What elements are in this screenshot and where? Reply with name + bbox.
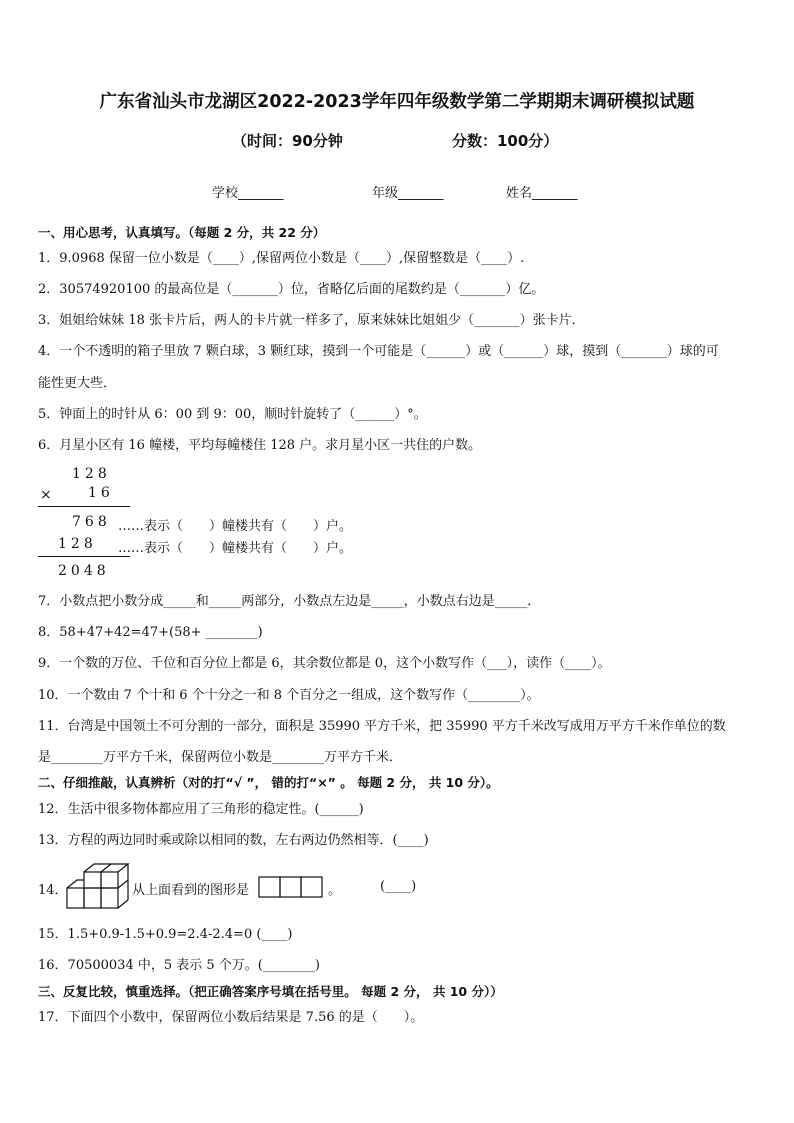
question-11-line-1: 11．台湾是中国领土不可分割的一部分，面积是 35990 平方千米，把 35990 平方千米改写成用万平方千米作单位的数 xyxy=(38,719,726,734)
calc-product: 2048 xyxy=(58,563,110,579)
question-16: 16．70500034 中，5 表示 5 个万。(________) xyxy=(38,958,320,973)
page-title: 广东省汕头市龙湖区2022-2023学年四年级数学第二学期期末调研模拟试题 xyxy=(99,92,695,112)
calc-partial-1: 768 xyxy=(72,514,111,530)
question-13: 13．方程的两边同时乘或除以相同的数，左右两边仍然相等．(____) xyxy=(38,833,429,848)
section-1-heading: 一、用心思考，认真填写。（每题 2 分，共 22 分） xyxy=(38,225,326,240)
question-3: 3．姐姐给妹妹 18 张卡片后，两人的卡片就一样多了，原来妹妹比姐姐少（_______）张卡片． xyxy=(38,313,585,328)
question-14-number: 14． xyxy=(38,883,68,898)
question-11-line-2: 是________万平方千米，保留两位小数是________万平方千米． xyxy=(38,750,403,765)
calc-rule-1 xyxy=(38,506,130,507)
calc-note-2: ……表示（ ）幢楼共有（ ）户。 xyxy=(118,541,353,556)
question-10: 10．一个数由 7 个十和 6 个十分之一和 8 个百分之一组成，这个数写作（________）。 xyxy=(38,688,540,703)
school-field[interactable]: 学校_______ xyxy=(212,186,284,201)
calc-partial-2: 128 xyxy=(58,536,97,552)
question-14-text: 从上面看到的图形是 xyxy=(132,883,250,898)
calc-multiplicand: 128 xyxy=(72,466,111,482)
question-8: 8．58+47+42=47+(58+ ________) xyxy=(38,625,263,640)
time-label: （时间：90分钟 xyxy=(232,132,343,150)
grade-field[interactable]: 年级_______ xyxy=(372,186,444,201)
section-2-heading: 二、仔细推敲，认真辨析（对的打“√ ”， 错的打“×” 。 每题 2 分， 共 10 分）。 xyxy=(38,775,499,790)
question-9: 9．一个数的万位、千位和百分位上都是 6，其余数位都是 0，这个小数写作（___），读作（____）。 xyxy=(38,656,611,671)
calc-multiplier: 16 xyxy=(88,485,114,501)
calc-note-1: ……表示（ ）幢楼共有（ ）户。 xyxy=(118,519,353,534)
question-12: 12．生活中很多物体都应用了三角形的稳定性。(______) xyxy=(38,802,364,817)
top-view-figure xyxy=(258,876,324,898)
question-15: 15．1.5+0.9-1.5+0.9=2.4-2.4=0 (____) xyxy=(38,927,293,942)
question-1: 1．9.0968 保留一位小数是（____）,保留两位小数是（____）,保留整数是（____）. xyxy=(38,251,525,266)
question-6: 6．月星小区有 16 幢楼，平均每幢楼住 128 户。求月星小区一共住的户数。 xyxy=(38,438,482,453)
question-2: 2．30574920100 的最高位是（_______）位，省略亿后面的尾数约是（_______）亿。 xyxy=(38,282,545,297)
calc-rule-2 xyxy=(38,556,130,557)
question-4-line-2: 能性更大些． xyxy=(38,376,117,391)
question-14-end: 。 xyxy=(328,883,342,898)
cubes-figure xyxy=(66,860,132,912)
question-17: 17．下面四个小数中，保留两位小数后结果是 7.56 的是（ ）。 xyxy=(38,1010,424,1025)
question-4-line-1: 4．一个不透明的箱子里放 7 颗白球，3 颗红球，摸到一个可能是（______）或（______）球，摸到（_______）球的可 xyxy=(38,344,719,359)
question-7: 7．小数点把小数分成_____和_____两部分，小数点左边是_____，小数点右边是_____． xyxy=(38,594,541,609)
question-5: 5．钟面上的时针从 6：00 到 9：00，顺时针旋转了（______）°。 xyxy=(38,407,427,422)
times-sign: × xyxy=(40,487,56,503)
section-3-heading: 三、反复比较，慎重选择。（把正确答案序号填在括号里。 每题 2 分， 共 10 分）） xyxy=(38,984,503,999)
score-label: 分数：100分） xyxy=(452,132,559,150)
question-14-blank: (____) xyxy=(380,879,417,894)
name-field[interactable]: 姓名_______ xyxy=(506,186,578,201)
